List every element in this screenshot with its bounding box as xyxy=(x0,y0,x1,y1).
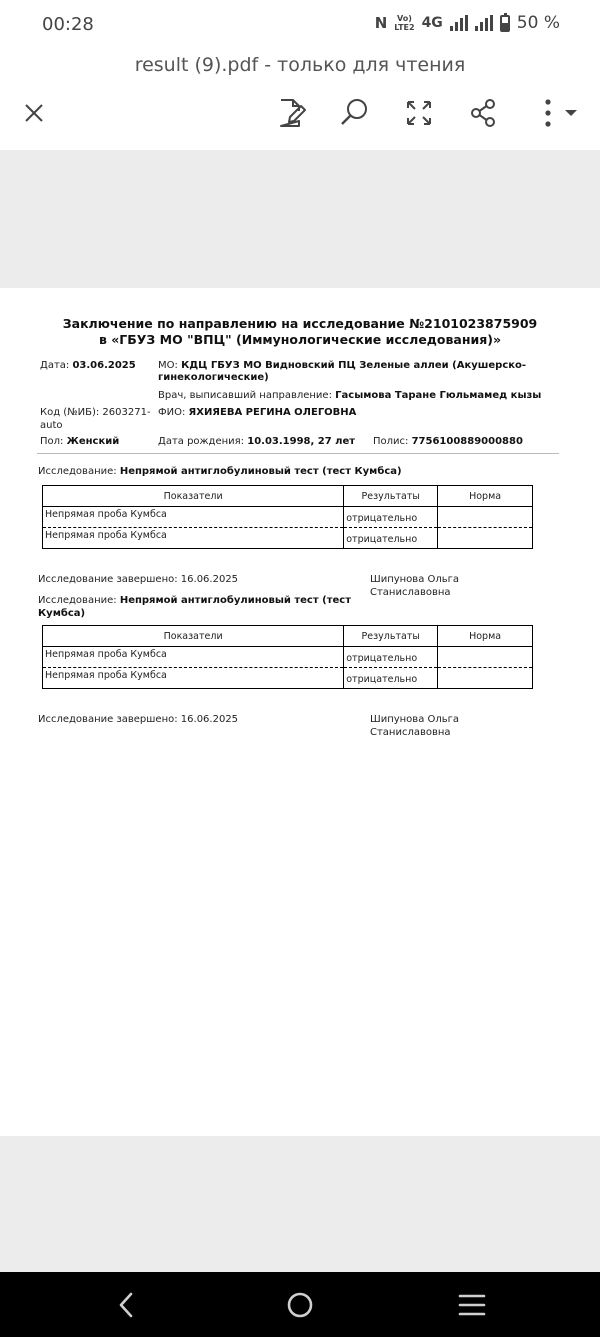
more-options-icon[interactable] xyxy=(536,96,582,130)
app-bar xyxy=(0,50,600,150)
search-icon[interactable] xyxy=(337,96,371,130)
date-field: Дата: 03.06.2025 xyxy=(40,360,136,371)
results-table xyxy=(42,625,533,689)
close-icon[interactable] xyxy=(17,96,51,130)
table-row xyxy=(43,647,533,668)
indicator-cell: Непрямая проба Кумбса xyxy=(43,528,344,549)
signal-icon xyxy=(450,15,468,31)
navigation-bar xyxy=(0,1272,600,1337)
result-cell: отрицательно xyxy=(344,668,438,689)
referring-doctor-field: Врач, выписавший направление: Гасымова Таране Гюльмамед кызы xyxy=(158,390,542,401)
back-icon[interactable] xyxy=(110,1288,144,1322)
pdf-viewer[interactable] xyxy=(0,150,600,1272)
document-heading-line-1: Заключение по направлению на исследование №2101023875909 xyxy=(62,316,538,331)
table-row xyxy=(43,507,533,528)
column-header: Результаты xyxy=(344,486,438,507)
norm-cell xyxy=(438,668,533,689)
edit-document-icon[interactable] xyxy=(275,96,309,130)
norm-cell xyxy=(438,528,533,549)
column-header: Показатели xyxy=(43,626,344,647)
indicator-cell: Непрямая проба Кумбса xyxy=(43,647,344,668)
table-row xyxy=(43,668,533,689)
clock: 00:28 xyxy=(42,14,94,35)
study-title: Исследование: Непрямой антиглобулиновый тест (тест Кумбса) xyxy=(38,595,352,619)
status-bar xyxy=(0,0,600,50)
norm-cell xyxy=(438,647,533,668)
table-header-row xyxy=(43,486,533,507)
network-type: 4G xyxy=(421,15,443,31)
result-cell: отрицательно xyxy=(344,647,438,668)
home-icon[interactable] xyxy=(283,1288,317,1322)
document-heading-line-2: в «ГБУЗ МО "ВПЦ" (Иммунологические исследования)» xyxy=(98,332,502,347)
header-divider xyxy=(37,453,559,454)
patient-name-field: ФИО: ЯХИЯЕВА РЕГИНА ОЛЕГОВНА xyxy=(158,407,357,418)
column-header: Показатели xyxy=(43,486,344,507)
table-row xyxy=(43,528,533,549)
study-title: Исследование: Непрямой антиглобулиновый тест (тест Кумбса) xyxy=(38,466,402,477)
recent-apps-icon[interactable] xyxy=(455,1288,489,1322)
results-table xyxy=(42,485,533,549)
result-cell: отрицательно xyxy=(344,528,438,549)
signal-icon-2 xyxy=(475,15,493,31)
table-header-row xyxy=(43,626,533,647)
fullscreen-icon[interactable] xyxy=(402,96,436,130)
battery-percent: 50 % xyxy=(516,13,560,33)
study-completed: Исследование завершено: 16.06.2025 xyxy=(38,574,239,585)
mo-field: МО: КДЦ ГБУЗ МО Видновский ПЦ Зеленые аллеи (Акушерско- xyxy=(158,360,527,371)
column-header: Норма xyxy=(438,486,533,507)
pdf-page xyxy=(0,288,600,1136)
column-header: Результаты xyxy=(344,626,438,647)
norm-cell xyxy=(438,507,533,528)
patient-code-field: Код (№ИБ): 2603271- auto xyxy=(40,407,151,431)
column-header: Норма xyxy=(438,626,533,647)
battery-icon xyxy=(500,15,510,32)
nfc-icon: N xyxy=(374,14,388,32)
study-completed: Исследование завершено: 16.06.2025 xyxy=(38,714,239,725)
indicator-cell: Непрямая проба Кумбса xyxy=(43,507,344,528)
signer-name: Шипунова Ольга Станиславовна xyxy=(370,714,460,738)
mo-field-line-2: гинекологические) xyxy=(158,372,269,383)
volte-icon: Vo) LTE2 xyxy=(394,14,415,32)
policy-field: Полис: 7756100889000880 xyxy=(373,436,523,447)
result-cell: отрицательно xyxy=(344,507,438,528)
birth-date-field: Дата рождения: 10.03.1998, 27 лет xyxy=(158,436,356,447)
document-title: result (9).pdf - только для чтения xyxy=(134,54,466,76)
signer-name: Шипунова Ольга Станиславовна xyxy=(370,574,460,598)
sex-field: Пол: Женский xyxy=(40,436,120,447)
share-icon[interactable] xyxy=(466,96,500,130)
status-icons xyxy=(375,13,560,33)
indicator-cell: Непрямая проба Кумбса xyxy=(43,668,344,689)
